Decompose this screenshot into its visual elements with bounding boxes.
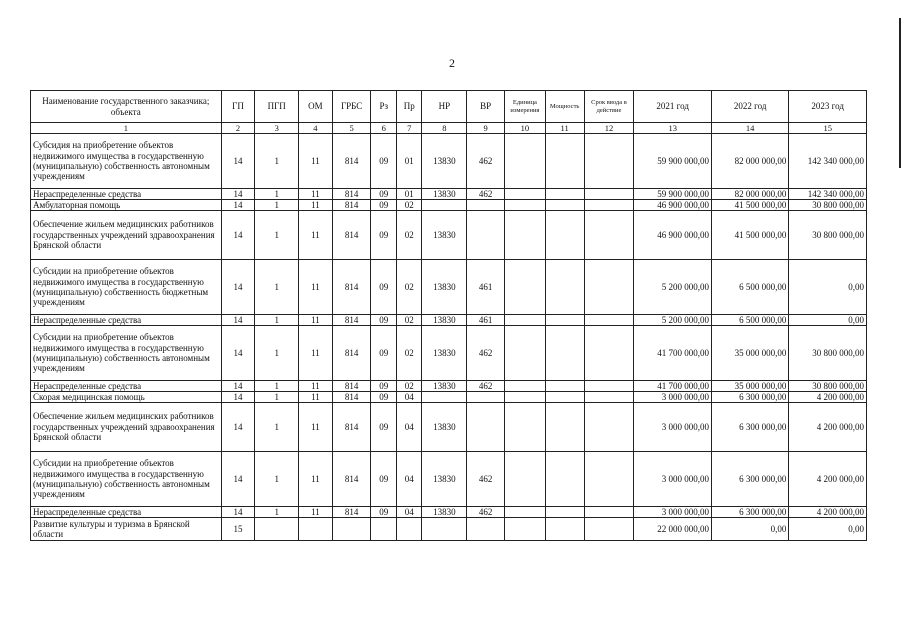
header-name: Наименование государственного заказчика; объекта (31, 91, 222, 123)
cell-2023: 30 800 000,00 (789, 211, 867, 260)
cell-name: Нераспределенные средства (31, 381, 222, 392)
cell-unit (505, 452, 546, 507)
cell-vr: 462 (467, 134, 505, 189)
cell-ppgp: 1 (255, 403, 299, 452)
cell-deadline (584, 189, 634, 200)
cell-capacity (545, 200, 584, 211)
cell-capacity (545, 315, 584, 326)
table-row (31, 211, 867, 260)
cell-rz: 09 (371, 392, 396, 403)
cell-om: 11 (299, 189, 333, 200)
cell-grbs: 814 (332, 392, 371, 403)
cell-om: 11 (299, 326, 333, 381)
cell-grbs: 814 (332, 315, 371, 326)
cell-gp: 14 (221, 381, 255, 392)
cell-om: 11 (299, 403, 333, 452)
table-row (31, 452, 867, 507)
header-rz: Рз (371, 91, 396, 123)
cell-2022: 41 500 000,00 (711, 211, 788, 260)
cell-grbs: 814 (332, 211, 371, 260)
cell-ppgp: 1 (255, 452, 299, 507)
cell-nr: 13830 (422, 260, 467, 315)
cell-2023: 30 800 000,00 (789, 326, 867, 381)
cell-2023: 142 340 000,00 (789, 189, 867, 200)
cell-unit (505, 326, 546, 381)
cell-unit (505, 134, 546, 189)
cell-2023: 4 200 000,00 (789, 507, 867, 518)
table-row (31, 507, 867, 518)
header-grbs: ГРБС (332, 91, 371, 123)
cell-pr: 04 (396, 507, 421, 518)
cell-deadline (584, 260, 634, 315)
table-row (31, 200, 867, 211)
cell-nr: 13830 (422, 403, 467, 452)
cell-nr: 13830 (422, 211, 467, 260)
cell-gp: 14 (221, 403, 255, 452)
cell-pr: 02 (396, 200, 421, 211)
cell-ppgp: 1 (255, 134, 299, 189)
cell-name: Нераспределенные средства (31, 507, 222, 518)
cell-gp: 14 (221, 315, 255, 326)
cell-vr (467, 200, 505, 211)
cell-pr: 02 (396, 211, 421, 260)
cell-2023: 30 800 000,00 (789, 381, 867, 392)
cell-pr: 01 (396, 189, 421, 200)
cell-deadline (584, 315, 634, 326)
table-row (31, 403, 867, 452)
cell-ppgp: 1 (255, 381, 299, 392)
header-capacity: Мощность (545, 91, 584, 123)
cell-2022: 6 500 000,00 (711, 315, 788, 326)
cell-name: Субсидии на приобретение объектов недвижимого имущества в государственную (муниципальную) собственность автономным учреждениям (31, 452, 222, 507)
header-nr: НР (422, 91, 467, 123)
column-number: 13 (634, 123, 711, 134)
cell-2022: 6 300 000,00 (711, 452, 788, 507)
cell-nr (422, 518, 467, 541)
cell-name: Нераспределенные средства (31, 315, 222, 326)
header-unit: Единица измерения (505, 91, 546, 123)
column-number: 3 (255, 123, 299, 134)
cell-nr: 13830 (422, 452, 467, 507)
cell-capacity (545, 381, 584, 392)
cell-om: 11 (299, 315, 333, 326)
cell-unit (505, 518, 546, 541)
column-number: 9 (467, 123, 505, 134)
cell-2021: 59 900 000,00 (634, 189, 711, 200)
cell-capacity (545, 211, 584, 260)
cell-nr (422, 200, 467, 211)
column-number: 14 (711, 123, 788, 134)
table-row (31, 315, 867, 326)
cell-name: Обеспечение жильем медицинских работников государственных учреждений здравоохранения Брянской области (31, 211, 222, 260)
cell-name: Субсидии на приобретение объектов недвижимого имущества в государственную (муниципальную) собственность бюджетным учреждениям (31, 260, 222, 315)
header-2022: 2022 год (711, 91, 788, 123)
cell-capacity (545, 392, 584, 403)
cell-grbs: 814 (332, 403, 371, 452)
column-number: 2 (221, 123, 255, 134)
cell-om: 11 (299, 381, 333, 392)
cell-2021: 46 900 000,00 (634, 200, 711, 211)
cell-deadline (584, 403, 634, 452)
cell-ppgp: 1 (255, 507, 299, 518)
cell-om (299, 518, 333, 541)
column-number: 5 (332, 123, 371, 134)
cell-nr: 13830 (422, 507, 467, 518)
header-gp: ГП (221, 91, 255, 123)
cell-pr: 04 (396, 452, 421, 507)
header-2021: 2021 год (634, 91, 711, 123)
cell-capacity (545, 507, 584, 518)
cell-2023: 30 800 000,00 (789, 200, 867, 211)
cell-capacity (545, 403, 584, 452)
scan-edge-mark (899, 18, 901, 168)
cell-capacity (545, 518, 584, 541)
cell-name: Субсидии на приобретение объектов недвижимого имущества в государственную (муниципальную) собственность автономным учреждениям (31, 326, 222, 381)
cell-unit (505, 200, 546, 211)
cell-2022: 82 000 000,00 (711, 189, 788, 200)
cell-deadline (584, 381, 634, 392)
cell-2021: 3 000 000,00 (634, 403, 711, 452)
cell-capacity (545, 326, 584, 381)
cell-2022: 6 500 000,00 (711, 260, 788, 315)
cell-deadline (584, 507, 634, 518)
table-row (31, 260, 867, 315)
cell-name: Развитие культуры и туризма в Брянской области (31, 518, 222, 541)
cell-2021: 46 900 000,00 (634, 211, 711, 260)
cell-pr: 02 (396, 326, 421, 381)
column-number: 11 (545, 123, 584, 134)
column-number: 6 (371, 123, 396, 134)
cell-ppgp: 1 (255, 189, 299, 200)
cell-capacity (545, 452, 584, 507)
cell-pr: 02 (396, 381, 421, 392)
cell-vr: 462 (467, 507, 505, 518)
column-number: 10 (505, 123, 546, 134)
cell-ppgp (255, 518, 299, 541)
header-2023: 2023 год (789, 91, 867, 123)
cell-vr: 461 (467, 315, 505, 326)
cell-gp: 14 (221, 134, 255, 189)
column-number-row (31, 123, 867, 134)
cell-2023: 4 200 000,00 (789, 392, 867, 403)
cell-deadline (584, 392, 634, 403)
table-header-row (31, 91, 867, 123)
table-row (31, 326, 867, 381)
cell-2023: 0,00 (789, 315, 867, 326)
cell-2021: 59 900 000,00 (634, 134, 711, 189)
cell-rz: 09 (371, 326, 396, 381)
header-ppgp: ПГП (255, 91, 299, 123)
cell-nr: 13830 (422, 134, 467, 189)
cell-unit (505, 211, 546, 260)
table-row (31, 381, 867, 392)
cell-rz: 09 (371, 315, 396, 326)
cell-om: 11 (299, 134, 333, 189)
cell-gp: 14 (221, 260, 255, 315)
cell-grbs: 814 (332, 189, 371, 200)
cell-unit (505, 189, 546, 200)
cell-gp: 14 (221, 200, 255, 211)
cell-2022: 41 500 000,00 (711, 200, 788, 211)
cell-2022: 35 000 000,00 (711, 326, 788, 381)
cell-vr (467, 403, 505, 452)
cell-name: Скорая медицинская помощь (31, 392, 222, 403)
cell-vr: 462 (467, 452, 505, 507)
cell-ppgp: 1 (255, 200, 299, 211)
cell-pr: 04 (396, 392, 421, 403)
cell-2022: 0,00 (711, 518, 788, 541)
header-vr: ВР (467, 91, 505, 123)
cell-unit (505, 392, 546, 403)
cell-name: Субсидия на приобретение объектов недвижимого имущества в государственную (муниципальную) собственность автономным учреждениям (31, 134, 222, 189)
cell-rz: 09 (371, 381, 396, 392)
cell-ppgp: 1 (255, 211, 299, 260)
cell-2023: 4 200 000,00 (789, 452, 867, 507)
cell-2023: 4 200 000,00 (789, 403, 867, 452)
cell-2022: 82 000 000,00 (711, 134, 788, 189)
column-number: 1 (31, 123, 222, 134)
header-deadline: Срок ввода в действие (584, 91, 634, 123)
cell-grbs: 814 (332, 326, 371, 381)
column-number: 8 (422, 123, 467, 134)
cell-pr: 04 (396, 403, 421, 452)
cell-om: 11 (299, 392, 333, 403)
cell-vr: 462 (467, 189, 505, 200)
cell-2021: 41 700 000,00 (634, 326, 711, 381)
cell-2023: 142 340 000,00 (789, 134, 867, 189)
cell-capacity (545, 189, 584, 200)
cell-ppgp: 1 (255, 260, 299, 315)
cell-rz: 09 (371, 507, 396, 518)
cell-deadline (584, 200, 634, 211)
cell-ppgp: 1 (255, 326, 299, 381)
cell-grbs: 814 (332, 381, 371, 392)
table-row (31, 189, 867, 200)
budget-table (30, 90, 867, 541)
cell-rz: 09 (371, 134, 396, 189)
cell-name: Обеспечение жильем медицинских работников государственных учреждений здравоохранения Брянской области (31, 403, 222, 452)
cell-vr (467, 211, 505, 260)
cell-nr: 13830 (422, 381, 467, 392)
cell-gp: 14 (221, 452, 255, 507)
cell-deadline (584, 134, 634, 189)
cell-ppgp: 1 (255, 315, 299, 326)
cell-nr: 13830 (422, 189, 467, 200)
cell-grbs: 814 (332, 452, 371, 507)
cell-vr: 462 (467, 326, 505, 381)
cell-2021: 22 000 000,00 (634, 518, 711, 541)
cell-deadline (584, 211, 634, 260)
cell-om: 11 (299, 200, 333, 211)
cell-grbs (332, 518, 371, 541)
cell-vr (467, 518, 505, 541)
cell-vr (467, 392, 505, 403)
cell-unit (505, 403, 546, 452)
column-number: 12 (584, 123, 634, 134)
cell-2022: 6 300 000,00 (711, 403, 788, 452)
cell-vr: 462 (467, 381, 505, 392)
cell-deadline (584, 326, 634, 381)
cell-rz (371, 518, 396, 541)
cell-2021: 3 000 000,00 (634, 507, 711, 518)
cell-pr: 02 (396, 315, 421, 326)
cell-capacity (545, 134, 584, 189)
cell-rz: 09 (371, 452, 396, 507)
cell-unit (505, 381, 546, 392)
cell-rz: 09 (371, 403, 396, 452)
cell-gp: 14 (221, 189, 255, 200)
cell-name: Нераспределенные средства (31, 189, 222, 200)
cell-name: Амбулаторная помощь (31, 200, 222, 211)
cell-deadline (584, 452, 634, 507)
table-row (31, 134, 867, 189)
cell-om: 11 (299, 507, 333, 518)
cell-gp: 15 (221, 518, 255, 541)
cell-2022: 6 300 000,00 (711, 392, 788, 403)
cell-rz: 09 (371, 260, 396, 315)
cell-grbs: 814 (332, 507, 371, 518)
cell-2021: 5 200 000,00 (634, 315, 711, 326)
cell-gp: 14 (221, 326, 255, 381)
cell-om: 11 (299, 260, 333, 315)
cell-2023: 0,00 (789, 518, 867, 541)
cell-2022: 6 300 000,00 (711, 507, 788, 518)
cell-gp: 14 (221, 507, 255, 518)
header-pr: Пр (396, 91, 421, 123)
table-row (31, 518, 867, 541)
cell-grbs: 814 (332, 200, 371, 211)
column-number: 7 (396, 123, 421, 134)
cell-nr (422, 392, 467, 403)
table-row (31, 392, 867, 403)
page-number: 2 (449, 56, 455, 70)
column-number: 15 (789, 123, 867, 134)
cell-om: 11 (299, 211, 333, 260)
cell-capacity (545, 260, 584, 315)
cell-deadline (584, 518, 634, 541)
cell-rz: 09 (371, 200, 396, 211)
cell-pr: 02 (396, 260, 421, 315)
cell-2021: 5 200 000,00 (634, 260, 711, 315)
cell-ppgp: 1 (255, 392, 299, 403)
cell-2021: 41 700 000,00 (634, 381, 711, 392)
cell-unit (505, 260, 546, 315)
cell-2023: 0,00 (789, 260, 867, 315)
cell-2021: 3 000 000,00 (634, 392, 711, 403)
cell-nr: 13830 (422, 326, 467, 381)
cell-grbs: 814 (332, 134, 371, 189)
cell-rz: 09 (371, 211, 396, 260)
cell-grbs: 814 (332, 260, 371, 315)
cell-vr: 461 (467, 260, 505, 315)
header-om: ОМ (299, 91, 333, 123)
cell-nr: 13830 (422, 315, 467, 326)
cell-unit (505, 315, 546, 326)
cell-2022: 35 000 000,00 (711, 381, 788, 392)
cell-om: 11 (299, 452, 333, 507)
cell-unit (505, 507, 546, 518)
cell-pr: 01 (396, 134, 421, 189)
cell-gp: 14 (221, 392, 255, 403)
column-number: 4 (299, 123, 333, 134)
cell-pr (396, 518, 421, 541)
cell-2021: 3 000 000,00 (634, 452, 711, 507)
cell-gp: 14 (221, 211, 255, 260)
cell-rz: 09 (371, 189, 396, 200)
